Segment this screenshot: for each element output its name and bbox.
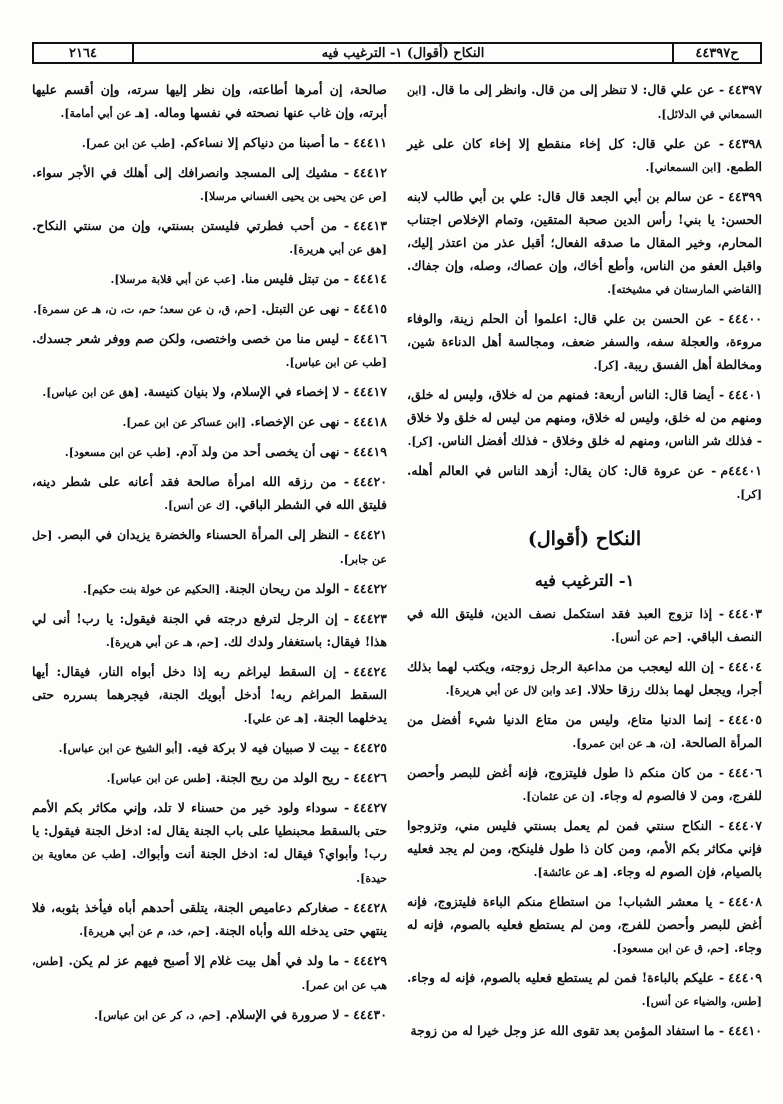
entry-number: ٤٤٤١٧ xyxy=(353,384,387,399)
entry-text: - نهى عن التبتل. xyxy=(261,301,350,316)
entry-source: [طب عن ابن عمر]. xyxy=(81,137,176,150)
entry-source: [هـ عن عائشة]. xyxy=(533,866,609,879)
entry-text: - إن الله ليعجب من مداعبة الرجل زوجته، ويكتب لهما بذلك أجرا، ويجعل لهما بذلك رزقا حلالا. xyxy=(407,659,762,697)
hadith-entry xyxy=(32,796,387,890)
hadith-entry xyxy=(32,607,387,654)
entry-source: [ك عن أنس]. xyxy=(164,499,231,512)
entry-text: - عن علي قال: كل إخاء منقطع إلا إخاء كان على غير الطمع. xyxy=(407,136,762,174)
entry-text: - من أحب فطرتي فليستن بسنتي، وإن من سنتي النكاح. xyxy=(32,218,350,233)
hadith-entry xyxy=(407,966,762,1013)
entry-source: [هـ عن أبي أمامة]. xyxy=(60,107,150,120)
entry-text: - نهى عن الإخصاء. xyxy=(250,414,350,429)
hadith-entry xyxy=(32,1003,387,1027)
entry-number: ٤٤٤٠١ xyxy=(728,387,762,402)
entry-text: - الولد من ريحان الجنة. xyxy=(224,581,350,596)
entry-text: - أيضا قال: الناس أربعة: فمنهم من له خلاق، وليس له خلق، ومنهم من له خلق، وليس له خلاق، ومنهم من ليس له خلق ولا خلاق - فذلك شر الناس، ومنهم له خلق وخلاق - فذلك أفضل الناس. xyxy=(407,387,762,448)
entry-source: [ابن السمعاني]. xyxy=(645,161,722,174)
entry-source: [طس، والضياء عن أنس]. xyxy=(641,995,762,1008)
entry-number: ٤٤٤٠٧ xyxy=(728,818,762,833)
hadith-entry xyxy=(32,297,387,321)
entry-number: ٤٤٤٠١م xyxy=(720,463,762,478)
hadith-entry xyxy=(32,577,387,601)
entry-number: ٤٤٤٠٩ xyxy=(728,970,762,985)
entry-source: [كر]. xyxy=(736,488,762,501)
entry-number: ٤٤٤٠٦ xyxy=(728,765,762,780)
entry-number: ٤٤٣٩٩ xyxy=(728,189,762,204)
running-title: النكاح (أقوال) ١- الترغيب فيه xyxy=(321,45,485,61)
entry-text: - إذا تزوج العبد فقد استكمل نصف الدين، فليتق الله في النصف الباقي. xyxy=(407,606,762,644)
entry-text: - عليكم بالباءة! فمن لم يستطع فعليه بالصوم، فإنه له وجاء. xyxy=(407,970,725,985)
entry-text: - من تبتل فليس منا. xyxy=(240,271,350,286)
hadith-entry xyxy=(32,327,387,374)
entry-text: - عن سالم بن أبي الجعد قال قال: علي بن أبي طالب لابنه الحسن: يا بني! رأس الدين صحبة المتقين، وتمام الإخلاص اجتناب المحارم، وخير المقال ما صدقه الفعال؛ أقبل عذر من اعتذر إليك، واقبل العفو من الناس، وأطع أخاك، وإن عصاك، وصله، وإن جفاك. xyxy=(407,189,762,273)
entry-source: [حم، د، كر عن ابن عباس]. xyxy=(94,1009,221,1022)
entry-source: [كر]. xyxy=(593,359,620,372)
hadith-entry xyxy=(407,602,762,649)
sub-title: ١- الترغيب فيه xyxy=(534,571,635,590)
entry-source: [طب عن معاوية بن حيدة]. xyxy=(32,848,387,885)
entry-source: [حم عن أنس]. xyxy=(611,631,683,644)
entry-text: - صغاركم دعاميص الجنة، يتلقى أحدهم أباه فيأخذ بثوبه، فلا ينتهي حتى يدخله الله وأباه الجنة. xyxy=(32,900,387,938)
hadith-entry xyxy=(407,459,762,506)
hadith-entry xyxy=(32,523,387,571)
left-entries xyxy=(32,78,387,1027)
hadith-entry xyxy=(407,814,762,884)
entry-text: - ليس منا من خصى واختصى، ولكن صم ووفر شعر جسدك. xyxy=(32,331,350,346)
entry-number: ٤٤٤١٤ xyxy=(353,271,387,286)
entry-text: صالحة، إن أمرها أطاعته، وإن نظر إليها سرته، وإن أقسم عليها أبرته، وإن غاب عنها نصحته في نفسها وماله. xyxy=(32,82,387,120)
entry-text: - يا معشر الشباب! من استطاع منكم الباءة فليتزوج، فإنه أغض للبصر وأحصن للفرج، ومن لم يستطع فعليه بالصوم، فإنه له وجاء. xyxy=(407,894,762,955)
entry-number: ٤٤٤٢٢ xyxy=(353,581,387,596)
section-title: النكاح (أقوال) xyxy=(527,528,642,550)
entry-text: - من كان منكم ذا طول فليتزوج، فإنه أغض للبصر وأحصن للفرج، ومن لا فالصوم له وجاء. xyxy=(407,765,762,803)
page-number: ٢١٦٤ xyxy=(34,44,134,62)
entry-source: [كر]. xyxy=(407,435,434,448)
entry-source: [طس عن ابن عباس]. xyxy=(106,772,212,785)
entry-number: ٤٤٤١٥ xyxy=(353,301,387,316)
entry-source: [حم، ق عن ابن مسعود]. xyxy=(612,942,730,955)
entry-text: - إن الرجل لترفع درجته في الجنة فيقول: يا رب! أنى لي هذا! فيقال: باستغفار ولدك لك. xyxy=(32,611,387,649)
entry-number: ٤٤٤١٩ xyxy=(353,444,387,459)
entry-source: [هق عن ابن عباس]. xyxy=(42,386,140,399)
entry-number: ٤٤٤٢٧ xyxy=(353,800,387,815)
hadith-entry xyxy=(407,383,762,453)
hadith-entry xyxy=(407,78,762,126)
entry-number: ٤٤٤٢٩ xyxy=(353,953,388,968)
hadith-entry xyxy=(32,470,387,517)
entry-number: ٤٤٤١٣ xyxy=(353,218,387,233)
hadith-entry xyxy=(32,766,387,790)
hadith-entry xyxy=(32,78,387,125)
entry-source: [عد وابن لال عن أبي هريرة]. xyxy=(445,684,583,697)
entry-number: ٤٤٤٠٣ xyxy=(728,606,762,621)
entry-text: - النظر إلى المرأة الحسناء والخضرة يزيدان في البصر. xyxy=(57,527,350,542)
hadith-entry xyxy=(32,949,387,997)
entry-number: ٤٤٤٠٨ xyxy=(728,894,762,909)
entry-number: ٤٤٤٠٠ xyxy=(728,311,762,326)
entry-number: ٤٤٤١٨ xyxy=(353,414,387,429)
entry-number: ٤٤٤٢٣ xyxy=(353,611,387,626)
entry-text: - عن علي قال: لا تنظر إلى من قال. وانظر إلى ما قال. xyxy=(431,82,725,97)
entry-text: - ما أصبنا من دنياكم إلا نساءكم. xyxy=(180,135,350,150)
entry-text: - ريح الولد من ريح الجنة. xyxy=(215,770,350,785)
entry-source: [حم، خد، م عن أبي هريرة]. xyxy=(79,925,211,938)
entry-source: [طس، هب عن ابن عمر]. xyxy=(32,955,387,992)
hadith-entry xyxy=(32,896,387,943)
entries-before-section xyxy=(407,78,762,506)
entry-number: ٤٤٤٠٤ xyxy=(728,659,762,674)
entry-text: - مشيك إلى المسجد وانصرافك إلى أهلك في الأجر سواء. xyxy=(32,165,350,180)
entry-number: ٤٤٤٣٠ xyxy=(353,1007,387,1022)
entries-after-section xyxy=(407,602,762,1042)
entry-source: [الحكيم عن خولة بنت حكيم]. xyxy=(83,583,221,596)
hadith-entry xyxy=(32,131,387,155)
entry-source: [ابن السمعاني في الدلائل]. xyxy=(407,84,762,121)
hadith-entry xyxy=(32,440,387,464)
entry-source: [طب عن ابن مسعود]. xyxy=(64,446,172,459)
entry-number: ٤٤٣٩٧ xyxy=(728,82,762,97)
entry-source: [هق عن أبي هريرة]. xyxy=(289,243,387,256)
entry-source: [القاضي المارستان في مشيخته]. xyxy=(607,283,762,296)
hadith-entry xyxy=(407,132,762,179)
hadith-entry xyxy=(32,660,387,730)
entry-number: ٤٤٤٢٥ xyxy=(353,740,387,755)
hadith-entry xyxy=(407,890,762,960)
hadith-entry xyxy=(407,655,762,702)
entry-number: ٤٤٤٢١ xyxy=(353,527,388,542)
hadith-entry xyxy=(32,267,387,291)
entry-text: - ما استفاد المؤمن بعد تقوى الله عز وجل خيرا له من زوجة xyxy=(410,1023,725,1038)
left-column xyxy=(32,78,387,1033)
entry-source: [حل عن جابر]. xyxy=(32,529,387,566)
entry-source: [طب عن ابن عباس]. xyxy=(285,356,387,369)
page-header xyxy=(32,42,762,64)
entry-number: ٤٤٤١٠ xyxy=(728,1023,762,1038)
entry-text: - النكاح سنتي فمن لم يعمل بسنتي فليس مني، وتزوجوا فإني مكاثر بكم الأمم، ومن كان ذا طول فلينكح، ومن لم يجد فعليه بالصيام، فإن الصوم له وجاء. xyxy=(407,818,762,879)
entry-number: ٤٤٤٠٥ xyxy=(728,712,762,727)
entry-text: - ما ولد في أهل بيت غلام إلا أصبح فيهم عز لم يكن. xyxy=(68,953,350,968)
entry-number: ٤٤٤١٢ xyxy=(353,165,387,180)
entry-number: ٤٤٤٢٦ xyxy=(353,770,387,785)
entry-source: [ابن عساكر عن ابن عمر]. xyxy=(122,416,246,429)
entry-number: ٤٤٤٢٨ xyxy=(353,900,387,915)
entry-text: - إن السقط ليراغم ربه إذا دخل أبواه النار، فيقال: أيها السقط المراغم ربه! أدخل أبويك الجنة، فيجرهما بسرره حتى يدخلهما الجنة. xyxy=(32,664,387,725)
entry-source: [عب عن أبي قلابة مرسلا]. xyxy=(110,273,237,286)
entry-number: ٤٤٤١٦ xyxy=(353,331,387,346)
page xyxy=(32,42,762,1100)
entry-text: - عن عروة قال: كان يقال: أزهد الناس في العالم أهله. xyxy=(407,463,717,478)
entry-number: ٤٤٤٢٤ xyxy=(353,664,387,679)
entry-source: [ن، هـ عن ابن عمرو]. xyxy=(572,737,677,750)
right-column xyxy=(407,78,762,1048)
entry-text: - من رزقه الله امرأة صالحة فقد أعانه على شطر دينه، فليتق الله في الشطر الباقي. xyxy=(32,474,387,512)
entry-number: ٤٤٤١١ xyxy=(353,135,387,150)
entry-text: - لا إخصاء في الإسلام، ولا بنيان كنيسة. xyxy=(143,384,350,399)
entry-source: [أبو الشيخ عن ابن عباس]. xyxy=(58,742,183,755)
entry-text: - نهى أن يخصى أحد من ولد آدم. xyxy=(175,444,350,459)
entry-number: ٤٤٤٢٠ xyxy=(353,474,387,489)
entry-text: - سوداء ولود خير من حسناء لا تلد، وإني مكاثر بكم الأمم حتى بالسقط محبنطيا على باب الجنة يقال له: ادخل الجنة فيقول: يا رب! وأبواي؟ فيقال له: ادخل الجنة أنت وأبواك. xyxy=(32,800,387,861)
entry-text: - بيت لا صبيان فيه لا بركة فيه. xyxy=(187,740,350,755)
hadith-entry xyxy=(32,410,387,434)
entry-number: ٤٤٣٩٨ xyxy=(728,136,762,151)
entry-text: - عن الحسن بن علي قال: اعلموا أن الحلم زينة، والوفاء مروءة، والعجلة سفه، والسفر ضعف، ومجالسة أهل الدناءة شين، ومخالطة أهل الفسق ريبة. xyxy=(407,311,762,372)
entry-source: [حم، هـ عن أبي هريرة]. xyxy=(105,636,220,649)
volume-ref: ح٤٤٣٩٧ xyxy=(672,44,760,62)
hadith-entry xyxy=(32,380,387,404)
hadith-entry xyxy=(407,1019,762,1042)
hadith-entry xyxy=(407,185,762,301)
hadith-entry xyxy=(407,761,762,808)
entry-source: [هـ عن علي]. xyxy=(243,712,309,725)
hadith-entry xyxy=(407,307,762,377)
hadith-entry xyxy=(32,736,387,760)
hadith-entry xyxy=(407,708,762,755)
entry-source: [ن عن عثمان]. xyxy=(522,790,596,803)
hadith-entry xyxy=(32,214,387,261)
entry-source: [حم، ق، ن عن سعد؛ حم، ت، ن، هـ عن سمرة]. xyxy=(33,303,257,316)
entry-text: - لا صرورة في الإسلام. xyxy=(225,1007,350,1022)
entry-text: - إنما الدنيا متاع، وليس من متاع الدنيا شيء أفضل من المرأة الصالحة. xyxy=(407,712,762,750)
entry-source: [ص عن يحيى بن يحيى الغساني مرسلا]. xyxy=(199,190,387,203)
hadith-entry xyxy=(32,161,387,208)
